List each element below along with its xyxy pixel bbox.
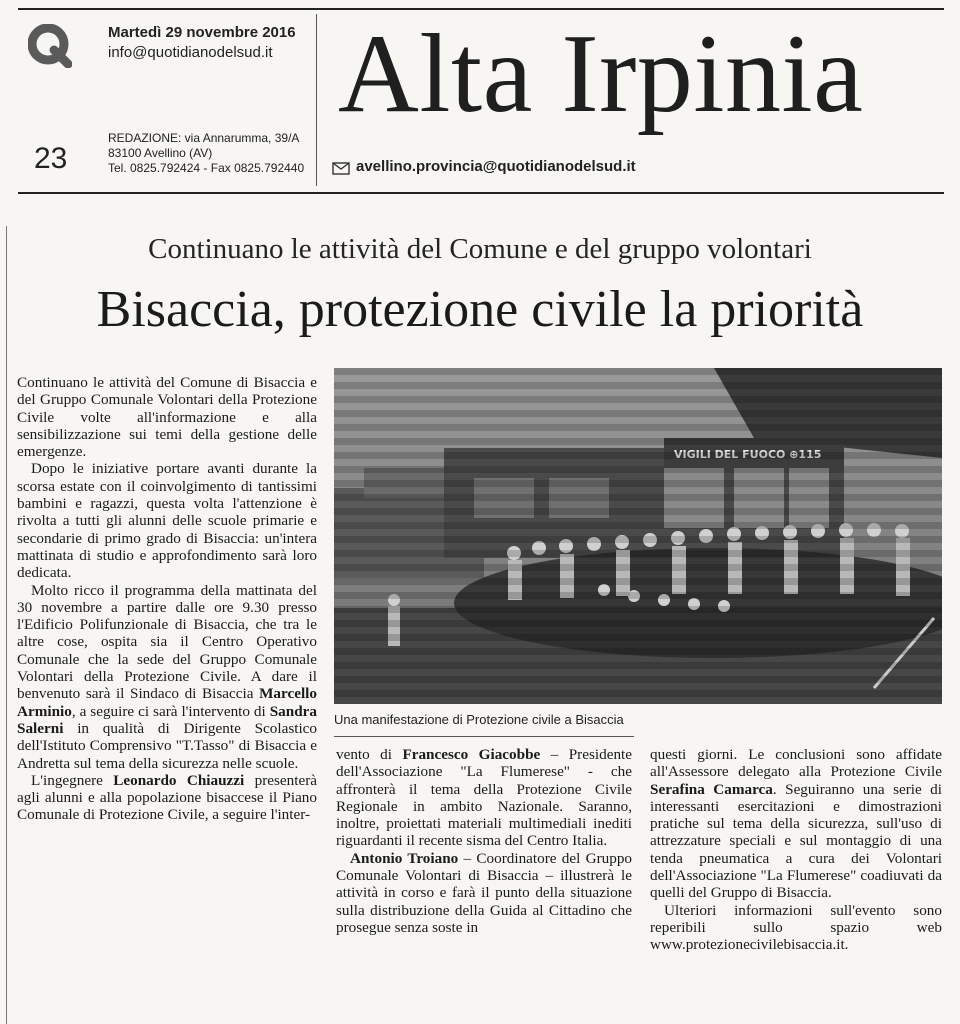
redazione-city: 83100 Avellino (AV) xyxy=(108,146,213,160)
col2-paragraph-1 xyxy=(336,746,632,850)
name-salerni: Sandra Salerni xyxy=(17,702,317,737)
photo-caption: Una manifestazione di Protezione civile a Bisaccia xyxy=(334,712,624,727)
section-email: avellino.provincia@quotidianodelsud.it xyxy=(356,158,636,175)
issue-date: Martedì 29 novembre 2016 xyxy=(108,24,296,41)
article-kicker: Continuano le attività del Comune e del gruppo volontari xyxy=(148,233,812,265)
col1-paragraph-1: Continuano le attività del Comune di Bisaccia e del Gruppo Comunale Volontari della Protezione Civile volte all'informazione e alla sensibilizzazione sui temi della gestione delle emergenze. xyxy=(17,374,317,461)
masthead-top-rule xyxy=(18,8,944,10)
page-number: 23 xyxy=(34,142,68,175)
envelope-icon xyxy=(332,162,350,175)
article-headline: Bisaccia, protezione civile la priorità xyxy=(96,281,864,338)
col3-p1-text: questi giorni. Le conclusioni sono affidate all'Assessore delegato alla Protezione Civile xyxy=(650,746,942,781)
col1-paragraph-3 xyxy=(17,582,317,772)
col1-paragraph-2: Dopo le iniziative portare avanti durante la scorsa estate con il coinvolgimento di tantissimi bambini e ragazzi, questa volta l'attenzione è rivolta a tutti gli alunni delle scuole primarie e secondarie di primo grado di Bisaccia: un'intera mattinata di studio e approfondimento sarà loro dedicata. xyxy=(17,460,317,582)
name-troiano: Antonio Troiano xyxy=(350,849,459,867)
redazione-info xyxy=(108,131,308,176)
name-giacobbe: Francesco Giacobbe xyxy=(402,746,541,763)
col3-paragraph-2: Ulteriori informazioni sull'evento sono reperibili sullo spazio web www.protezionecivilebisaccia.it. xyxy=(650,901,942,954)
article-column-1 xyxy=(17,374,317,824)
col2-paragraph-2 xyxy=(336,850,632,936)
section-title: Alta Irpinia xyxy=(338,12,864,136)
col1-paragraph-4 xyxy=(17,772,317,824)
caption-rule xyxy=(334,736,634,737)
article-photo xyxy=(334,368,942,704)
col1-p3-text-c: in qualità di Dirigente Scolastico dell'Istituto Comprensivo "T.Tasso" di Bisaccia e Andretta sul tema della sicurezza nelle scuole. xyxy=(17,719,317,772)
name-arminio: Marcello Arminio xyxy=(17,685,317,720)
col1-p4-text-b: presenterà agli alunni e alla popolazione bisaccese il Piano Comunale di Protezione Civile, a seguire l'inter- xyxy=(17,771,317,824)
masthead-bottom-rule xyxy=(18,192,944,194)
redazione-address: REDAZIONE: via Annarumma, 39/A xyxy=(108,131,300,145)
col1-p3-text: Molto ricco il programma della mattinata del 30 novembre a partire dalle ore 9.30 presso l'Edificio Polifunzionale di Bisaccia, che tra le altre cose, ospita sia il Centro Operativo Comunale che la sede del Gruppo Comunale Volontari della Protezione Civile. A dare il benvenuto sarà il Sindaco di Bisaccia xyxy=(17,581,317,703)
quotidiano-logo-icon xyxy=(28,24,72,68)
redazione-phone: Tel. 0825.792424 - Fax 0825.792440 xyxy=(108,161,305,175)
name-chiauzzi: Leonardo Chiauzzi xyxy=(113,771,245,789)
masthead-divider xyxy=(316,14,317,186)
col2-p1-text-b: – Presidente dell'Associazione "La Flumerese" - che affronterà il tema della Protezione Civile Regionale in ambito Nazionale. Saranno, inoltre, proiettati materiali multimediali inediti riguardanti il recente sisma del Centro Italia. xyxy=(336,746,632,850)
col1-p4-text: L'ingegnere xyxy=(31,771,114,789)
article-column-2 xyxy=(336,746,632,936)
newspaper-email: info@quotidianodelsud.it xyxy=(108,44,273,61)
col3-paragraph-1 xyxy=(650,746,942,902)
photo-illustration xyxy=(334,368,942,704)
col1-p3-text-b: , a seguire ci sarà l'intervento di xyxy=(71,702,270,720)
col2-p1-text: vento di xyxy=(336,746,403,763)
col3-p1-text-b: . Seguiranno una serie di interessanti esercitazioni e dimostrazioni pratiche sul tema della sicurezza, sull'uso di attrezzature speciali e sul montaggio di una tenda pneumatica a cura dei Volontari dell'Associazione "La Flumerese" coadiuvati da quelli del Gruppo di Bisaccia. xyxy=(650,780,942,902)
name-camarca: Serafina Camarca xyxy=(650,780,773,798)
col2-p2-text: – Coordinatore del Gruppo Comunale Volontari di Bisaccia – illustrerà le attività in corso e farà il punto della situazione sulla distribuzione della Guida al Cittadino che prosegue senza soste in xyxy=(336,849,633,936)
article-column-3 xyxy=(650,746,942,954)
article-border xyxy=(6,226,7,1024)
